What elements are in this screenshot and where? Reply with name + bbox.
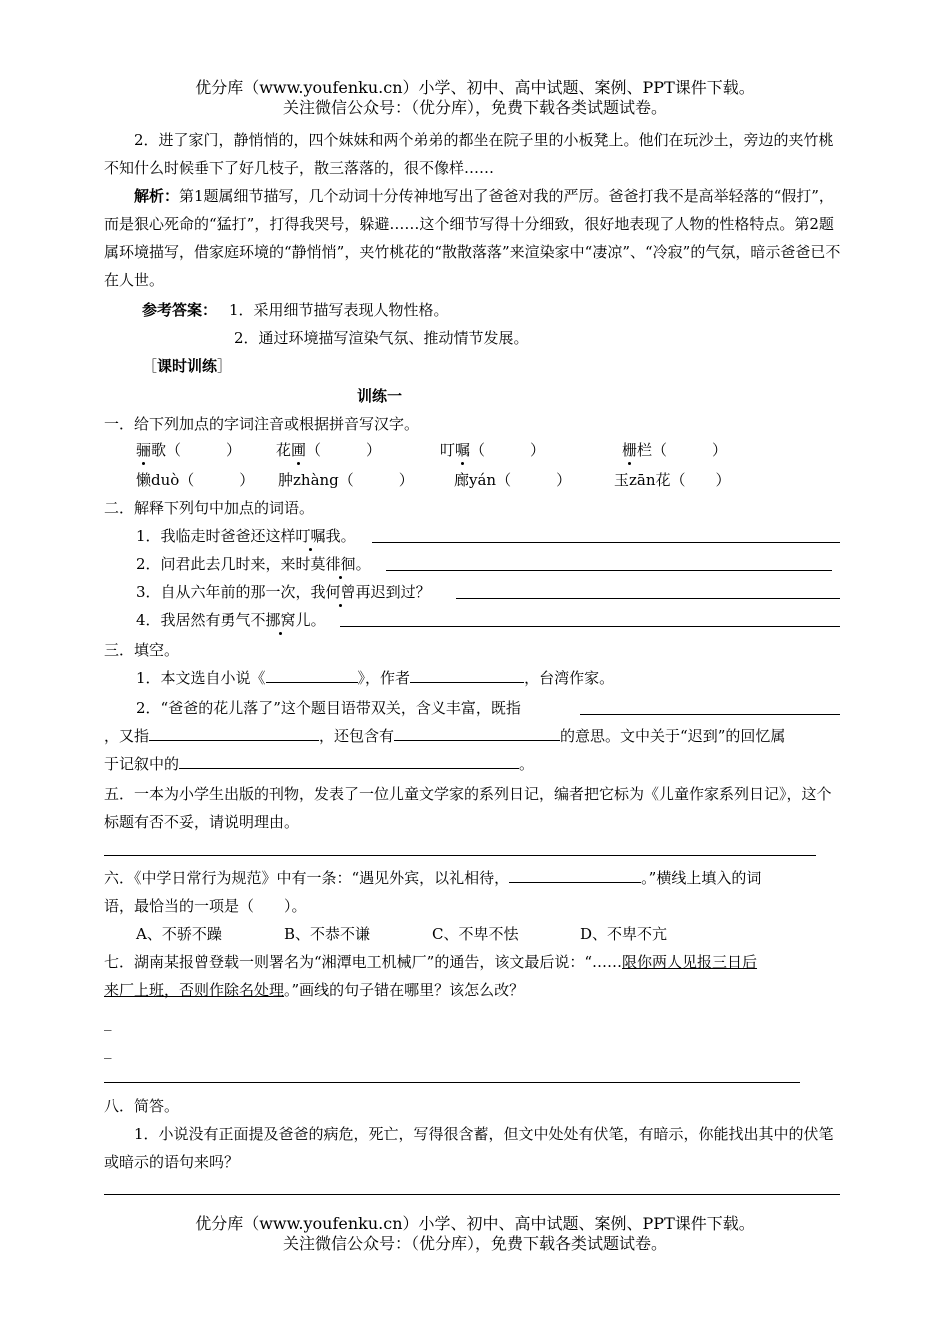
q7-dash-1: _ bbox=[104, 1013, 112, 1031]
q1-item: 花圃（ ） bbox=[276, 441, 382, 459]
answer-2: 2．通过环境描写渲染气氛、推动情节发展。 bbox=[234, 329, 529, 347]
footer-line-2: 关注微信公众号：（优分库），免费下载各类试题试卷。 bbox=[282, 1234, 667, 1253]
answer-line[interactable] bbox=[340, 626, 840, 627]
answer-line[interactable] bbox=[104, 1194, 840, 1195]
q6-option-b: B、不恭不谦 bbox=[284, 925, 371, 943]
section-title: 课时训练 bbox=[157, 357, 218, 375]
q7-line-2: 来厂上班，否则作除名处理。”画线的句子错在哪里？该怎么改？ bbox=[104, 981, 525, 999]
q1-item: 玉zān花（ ） bbox=[614, 471, 731, 489]
answer-line[interactable] bbox=[372, 542, 840, 543]
blank[interactable] bbox=[410, 668, 524, 683]
q6-option-a: A、不骄不躁 bbox=[136, 925, 222, 943]
blank[interactable] bbox=[266, 668, 358, 683]
q7-underlined-b: 来厂上班，否则作除名处理 bbox=[104, 981, 285, 999]
q2-sentence-4: 4．我居然有勇气不挪窝儿。 bbox=[136, 611, 326, 629]
q3-line-2: 2．“爸爸的花儿落了”这个题目语带双关，含义丰富，既指 bbox=[136, 699, 521, 717]
q7-line-1: 七．湖南某报曾登载一则署名为“湘潭电工机械厂”的通告，该文最后说：“……限你两人见报三日后 bbox=[104, 953, 758, 971]
answer-line[interactable] bbox=[104, 855, 816, 856]
section-heading: ［课时训练］ bbox=[142, 357, 233, 375]
q1-item: 栅栏（ ） bbox=[622, 441, 728, 459]
answer-label: 参考答案： bbox=[142, 301, 218, 319]
q3-line-4: 于记叙中的 。 bbox=[104, 755, 535, 773]
answer-line[interactable] bbox=[386, 570, 832, 571]
q3-line-1: 1．本文选自小说《 》，作者 ，台湾作家。 bbox=[136, 669, 615, 687]
blank[interactable] bbox=[394, 726, 560, 741]
passage-item-2: 2．进了家门，静悄悄的，四个妹妹和两个弟弟的都坐在院子里的小板凳上。他们在玩沙土，旁边的夹竹桃不知什么时候垂下了好几枝子，散三落落的，很不像样…… bbox=[104, 131, 834, 177]
q7-dash-2: _ bbox=[104, 1041, 112, 1059]
blank[interactable] bbox=[179, 754, 519, 769]
q6-option-c: C、不卑不怯 bbox=[432, 925, 519, 943]
answer-line[interactable] bbox=[456, 598, 840, 599]
q1-item: 骊歌（ ） bbox=[136, 441, 242, 459]
q2-sentence-3: 3．自从六年前的那一次，我何曾再迟到过？ bbox=[136, 583, 431, 601]
q1-item: 懒duò（ ） bbox=[136, 471, 255, 489]
q1-title: 一．给下列加点的字词注音或根据拼音写汉字。 bbox=[104, 415, 420, 433]
footer-line-1: 优分库（www.youfenku.cn）小学、初中、高中试题、案例、PPT课件下载。 bbox=[195, 1214, 755, 1233]
q2-sentence-2: 2．问君此去几时来，来时莫徘徊。 bbox=[136, 555, 371, 573]
analysis-paragraph bbox=[104, 182, 844, 294]
answer-1: 1．采用细节描写表现人物性格。 bbox=[229, 301, 449, 319]
q3-title: 三．填空。 bbox=[104, 641, 180, 659]
q2-title: 二．解释下列句中加点的词语。 bbox=[104, 499, 315, 517]
header-line-1: 优分库（www.youfenku.cn）小学、初中、高中试题、案例、PPT课件下载。 bbox=[195, 78, 755, 97]
q6-line-2: 语，最恰当的一项是（ ）。 bbox=[104, 897, 307, 915]
q1-item: 肿zhàng（ ） bbox=[278, 471, 414, 489]
q7-underlined-a: 限你两人见报三日后 bbox=[622, 953, 758, 971]
q6-line-1: 六．《中学日常行为规范》中有一条：“遇见外宾，以礼相待， 。”横线上填入的词 bbox=[104, 869, 762, 887]
q2-sentence-1: 1．我临走时爸爸还这样叮嘱我。 bbox=[136, 527, 356, 545]
q3-line-3: ，又指 ，还包含有 的意思。文中关于“迟到”的回忆属 bbox=[104, 727, 786, 745]
answer-line-1 bbox=[142, 300, 449, 320]
answer-line[interactable] bbox=[580, 714, 840, 715]
header-line-2: 关注微信公众号：（优分库），免费下载各类试题试卷。 bbox=[282, 98, 667, 117]
q1-item: 叮嘱（ ） bbox=[440, 441, 546, 459]
blank[interactable] bbox=[149, 726, 319, 741]
q1-item: 廊yán（ ） bbox=[454, 471, 572, 489]
section-subtitle: 训练一 bbox=[357, 387, 403, 405]
q8-text: 1．小说没有正面提及爸爸的病危，死亡，写得很含蓄，但文中处处有伏笔，有暗示，你能找出其中的伏笔或暗示的语句来吗？ bbox=[104, 1125, 834, 1171]
q8-title: 八．简答。 bbox=[104, 1097, 180, 1115]
answer-line[interactable] bbox=[104, 1082, 800, 1083]
q6-option-d: D、不卑不亢 bbox=[580, 925, 668, 943]
analysis-label: 解析： bbox=[134, 187, 180, 205]
q5-text: 五．一本为小学生出版的刊物，发表了一位儿童文学家的系列日记，编者把它标为《儿童作家系列日记》，这个标题有否不妥，请说明理由。 bbox=[104, 785, 832, 831]
analysis-text: 第1题属细节描写，几个动词十分传神地写出了爸爸对我的严厉。爸爸打我不是高举轻落的“假打”，而是狠心死命的“猛打”，打得我哭号，躲避……这个细节写得十分细致，很好地表现了人物的性格特点。第2题属环境描写，借家庭环境的“静悄悄”，夹竹桃花的“散散落落”来渲染家中“凄凉”、“冷寂”的气氛，暗示爸爸已不在人世。 bbox=[104, 187, 841, 289]
blank[interactable] bbox=[509, 868, 641, 883]
